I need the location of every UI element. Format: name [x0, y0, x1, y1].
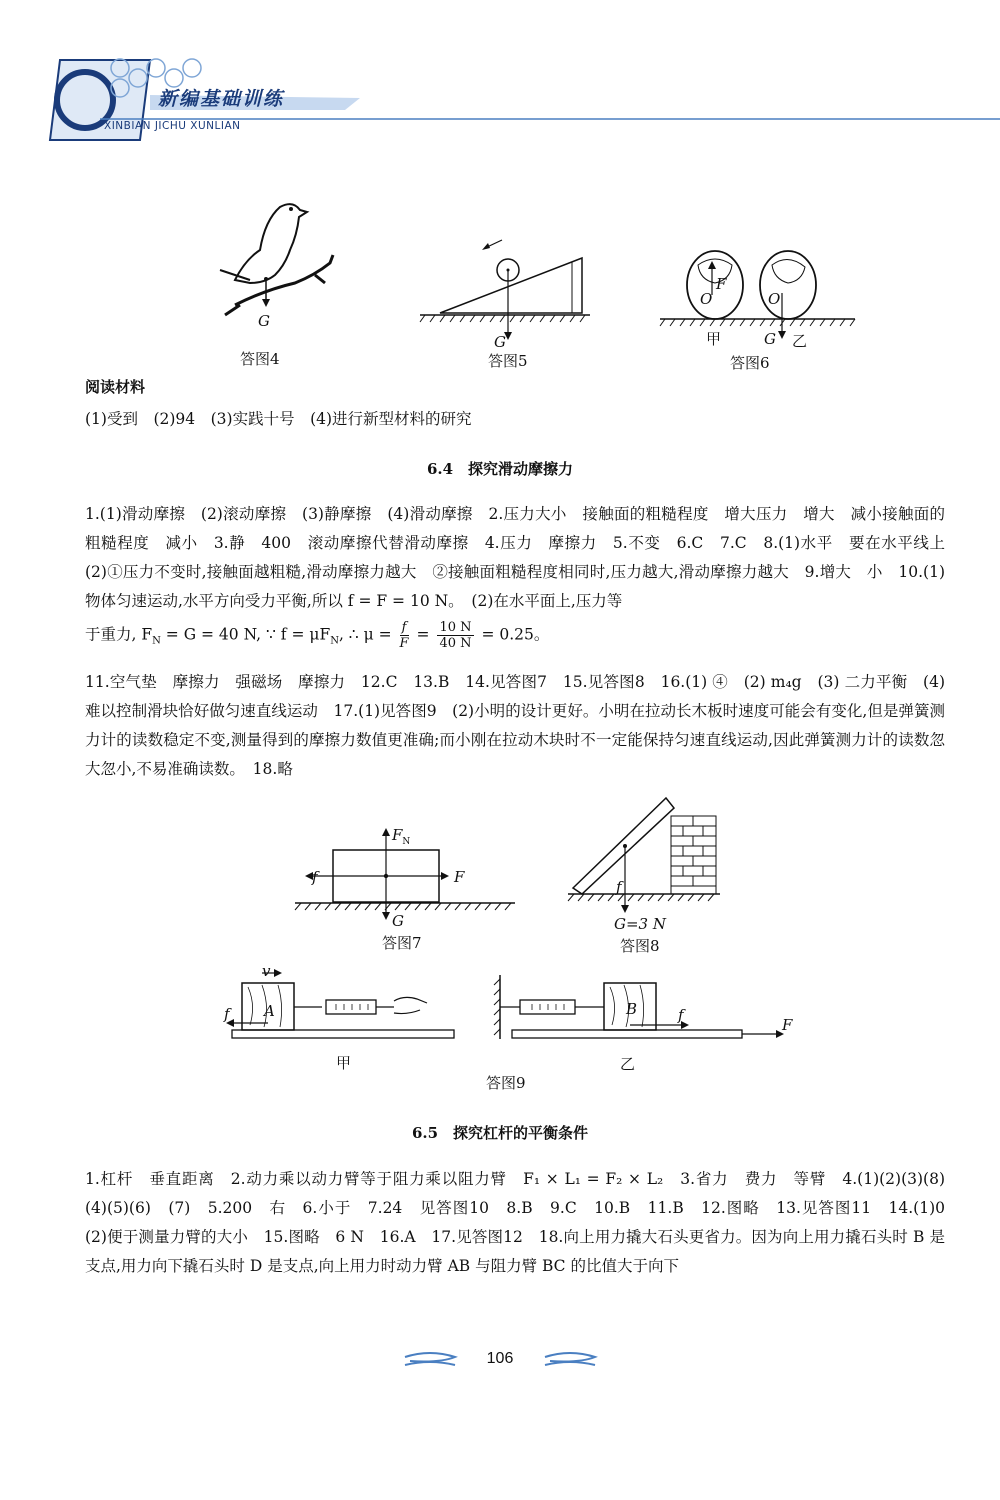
frac2-den: 40 N	[439, 636, 472, 651]
formula-sub-n2: N	[330, 635, 339, 647]
header-subtitle: XINBIAN JICHU XUNLIAN	[104, 120, 241, 132]
fig6-label-yi: 乙	[792, 332, 808, 350]
formula-mid2: , ∴ μ =	[338, 625, 392, 644]
section-6-5-para: 1.杠杆 垂直距离 2.动力乘以动力臂等于阻力乘以阻力臂 F₁ × L₁ = F₂ × L₂ 3.省力 费力 等臂 4.(1)(2)(3)(8) (4)(5)(6) (7) 5.200 右 6.小于 7.24 见答图10 8.B 9.C 10.B 11.B 12.图略 13.见答图11 14.(1)0 (2)便于测量力臂的大小 15.图略 6 N 16.A 17.见答图12 18.向上用力撬大石头更省力。因为向上用力撬石头时 B 是支点,用力向下撬石头时 D 是支点,向上用力时动力臂 AB 与阻力臂 BC 的比值大于向下	[85, 1170, 961, 1275]
figure-9-yi	[492, 965, 802, 1045]
fig6-label-o2: O	[768, 290, 781, 308]
fig7-label-fn: $F_N$	[392, 826, 411, 847]
reading-answers: (1)受到 (2)94 (3)实践十号 (4)进行新型材料的研究	[85, 410, 472, 428]
fig7-label-g: G	[392, 912, 404, 930]
fig9-label-v: v	[262, 962, 271, 980]
frac2-num: 10 N	[439, 620, 472, 635]
fig9-label-yi: 乙	[620, 1055, 636, 1073]
formula-mid: = G = 40 N, ∵ f = μF	[160, 625, 331, 644]
fig8-caption: 答图8	[620, 937, 660, 955]
page-number: 106	[486, 1350, 514, 1367]
fig9-label-b: B	[626, 1000, 638, 1018]
section-6-4-para2: 11.空气垫 摩擦力 强磁场 摩擦力 12.C 13.B 14.见答图7 15.见答图8 16.(1) ④ (2) m₄g (3) 二力平衡 (4) 难以控制滑块恰好做匀速直线运动 17.(1)见答图9 (2)小明的设计更好。小明在拉动长木板时速度可能会有变化,但是弹簧测力计的读数稳定不变,测量得到的摩擦力数值更准确;而小刚在拉动木块时不一定能保持匀速直线运动,因此弹簧测力计的读数忽大忽小,不易准确读数。 18.略	[85, 673, 945, 778]
figure-5-incline	[420, 240, 620, 350]
fig4-caption: 答图4	[240, 350, 280, 368]
section-6-5-title: 6.5 探究杠杆的平衡条件	[411, 1124, 589, 1142]
fig6-label-o1: O	[700, 290, 713, 308]
fig8-label-f: f	[616, 878, 622, 896]
frac1-num: f	[400, 620, 409, 636]
fig5-label-g: G	[494, 333, 506, 351]
fig9-caption: 答图9	[486, 1074, 526, 1092]
fig7-label-f-left: f	[312, 868, 318, 886]
reading-title: 阅读材料	[85, 378, 146, 396]
friction-formula-line: 于重力, $F_N = G = 40$ N, ∵ $f = \mu F_N$, ∴ μ = $\frac{f}{F}$ = $\frac{10 N}{40 N}$ = 0.25。	[85, 620, 550, 651]
frac1-den: F	[399, 636, 409, 651]
header-title: 新编基础训练	[158, 88, 285, 110]
fig9-label-f-b: f	[678, 1006, 684, 1024]
section-6-4-title: 6.4 探究滑动摩擦力	[426, 460, 574, 478]
fraction-f-over-fn	[400, 620, 409, 651]
figure-4-bird	[205, 195, 365, 335]
fig9-label-f-a: f	[224, 1005, 230, 1023]
formula-pre: 于重力, F	[85, 625, 153, 644]
fig7-label-f-right: F	[454, 868, 465, 886]
figure-9-jia	[222, 965, 462, 1045]
figure-8-plank	[568, 798, 728, 928]
fig6-label-jia: 甲	[706, 330, 722, 348]
fig7-caption: 答图7	[382, 934, 422, 952]
fig4-label-g: G	[258, 312, 270, 330]
formula-end: = 0.25。	[481, 625, 550, 644]
fraction-10n-over-40n	[437, 620, 473, 651]
fig9-label-big-f: F	[782, 1016, 793, 1034]
fig9-label-jia: 甲	[336, 1054, 352, 1072]
fig6-label-g: G	[764, 330, 776, 348]
formula-sub-n: N	[152, 635, 161, 647]
figure-6-eggs	[660, 245, 860, 365]
fig5-caption: 答图5	[488, 352, 528, 370]
section-6-4-para1: 1.(1)滑动摩擦 (2)滚动摩擦 (3)静摩擦 (4)滑动摩擦 2.压力大小 接触面的粗糙程度 增大压力 增大 减小接触面的粗糙程度 减小 3.静 400 滚动摩擦代替滑动摩擦 4.压力 摩擦力 5.不变 6.C 7.C 8.(1)水平 要在水平线上 (2)①压力不变时,接触面越粗糙,滑动摩擦力越大 ②接触面粗糙程度相同时,压力越大,滑动摩擦力越大 9.增大 小 10.(1)物体匀速运动,水平方向受力平衡,所以 f = F = 10 N。 (2)在水平面上,压力等	[85, 505, 961, 610]
fig6-label-f: F	[716, 275, 727, 293]
fig8-label-g: G=3 N	[614, 915, 666, 933]
fig9-label-a: A	[264, 1002, 275, 1020]
fig6-caption: 答图6	[730, 354, 770, 372]
